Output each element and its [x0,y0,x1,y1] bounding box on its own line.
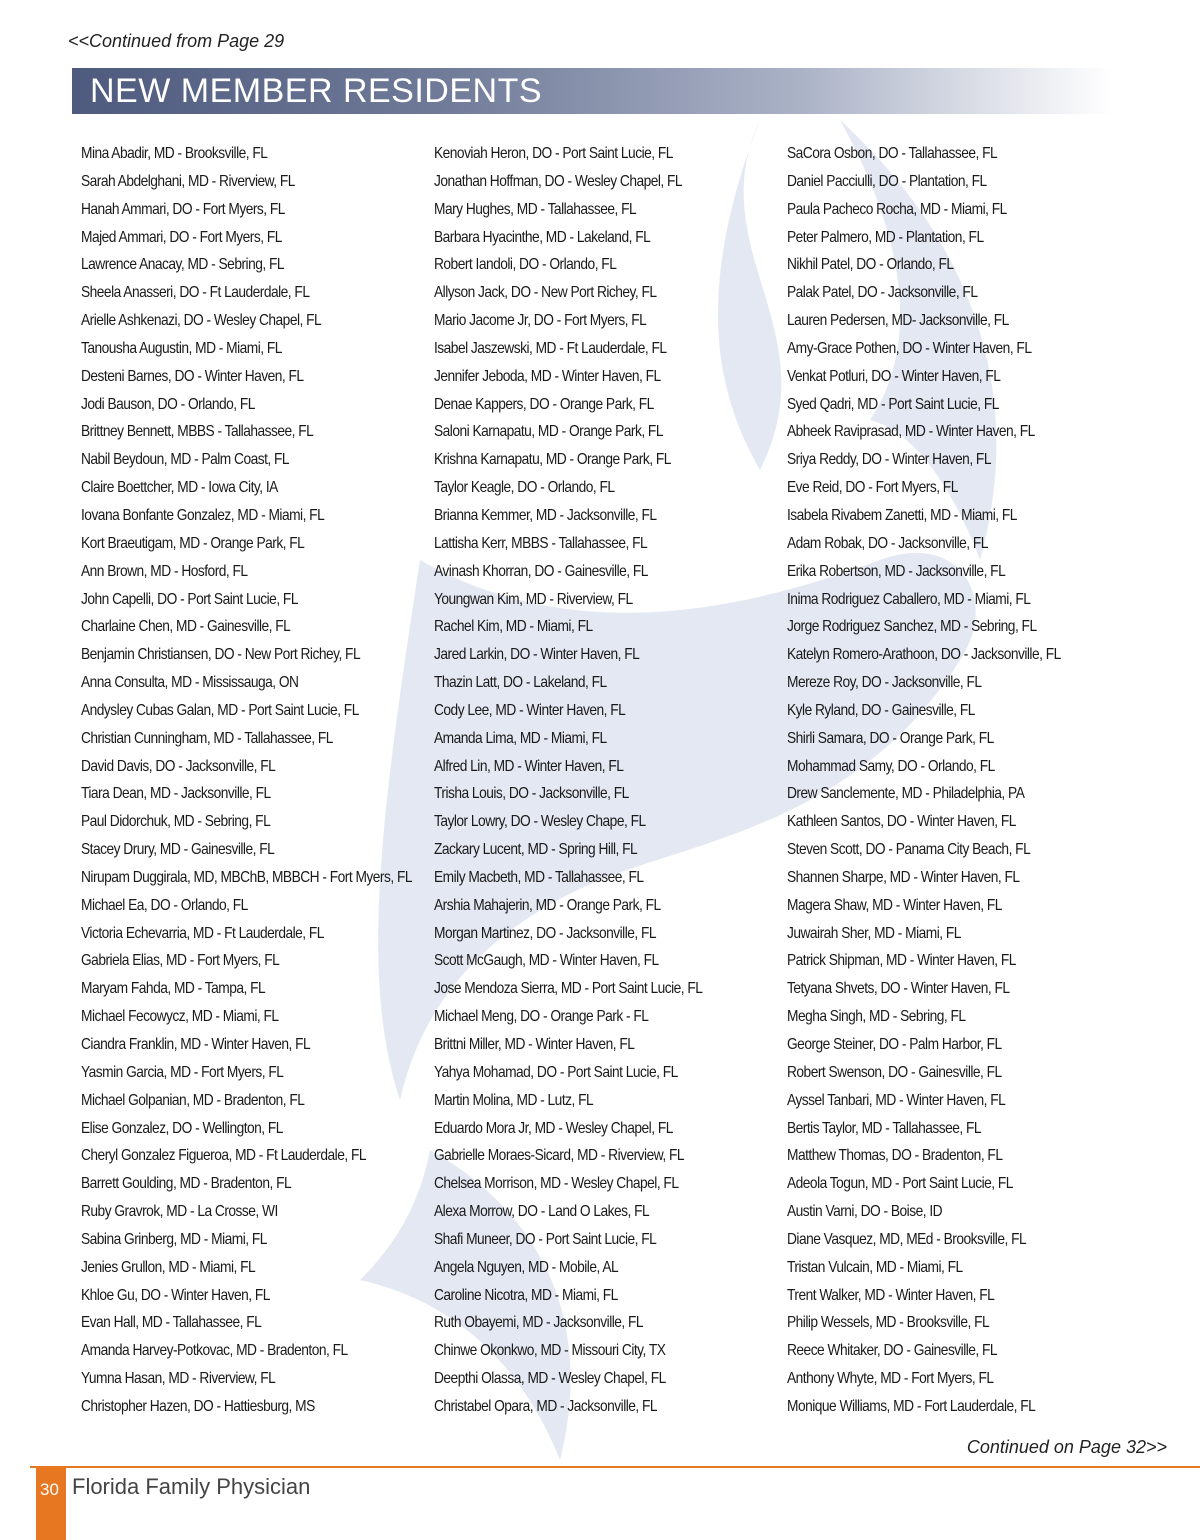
member-entry: Mereze Roy, DO - Jacksonville, FL [787,674,982,692]
member-entry: John Capelli, DO - Port Saint Lucie, FL [81,590,298,608]
continued-on-text: Continued on Page 32>> [966,1437,1167,1457]
member-entry: Nabil Beydoun, MD - Palm Coast, FL [81,451,290,469]
member-entry: Stacey Drury, MD - Gainesville, FL [81,841,275,859]
member-entry: Tiara Dean, MD - Jacksonville, FL [81,785,271,803]
member-entry: Deepthi Olassa, MD - Wesley Chapel, FL [434,1370,666,1388]
member-entry: Yahya Mohamad, DO - Port Saint Lucie, FL [434,1063,678,1081]
member-entry: Bertis Taylor, MD - Tallahassee, FL [787,1119,982,1137]
member-entry: Gabriela Elias, MD - Fort Myers, FL [81,952,280,970]
member-entry: Christopher Hazen, DO - Hattiesburg, MS [81,1397,315,1415]
member-entry: Kyle Ryland, DO - Gainesville, FL [787,701,975,719]
page-number-tab [36,1468,66,1540]
page-title: NEW MEMBER RESIDENTS [90,72,543,110]
member-entry: Hanah Ammari, DO - Fort Myers, FL [81,200,285,218]
member-entry: Robert Iandoli, DO - Orlando, FL [434,256,617,274]
member-entry: Eve Reid, DO - Fort Myers, FL [787,479,958,497]
member-entry: Evan Hall, MD - Tallahassee, FL [81,1314,262,1332]
member-entry: Michael Fecowycz, MD - Miami, FL [81,1008,279,1026]
member-entry: Erika Robertson, MD - Jacksonville, FL [787,562,1006,580]
member-entry: Paul Didorchuk, MD - Sebring, FL [81,813,271,831]
member-entry: Kenoviah Heron, DO - Port Saint Lucie, FL [434,145,673,162]
member-entry: Mario Jacome Jr, DO - Fort Myers, FL [434,312,647,330]
member-entry: Jonathan Hoffman, DO - Wesley Chapel, FL [434,172,683,190]
member-entry: Inima Rodriguez Caballero, MD - Miami, FL [787,590,1031,608]
member-entry: Kathleen Santos, DO - Winter Haven, FL [787,813,1016,831]
member-entry: Monique Williams, MD - Fort Lauderdale, FL [787,1397,1036,1415]
member-entry: Katelyn Romero-Arathoon, DO - Jacksonville, FL [787,646,1061,664]
member-entry: Martin Molina, MD - Lutz, FL [434,1091,594,1109]
member-entry: Youngwan Kim, MD - Riverview, FL [434,590,633,608]
member-entry: Brittni Miller, MD - Winter Haven, FL [434,1036,635,1053]
member-entry: George Steiner, DO - Palm Harbor, FL [787,1036,1002,1053]
member-entry: Matthew Thomas, DO - Bradenton, FL [787,1147,1003,1165]
member-entry: Thazin Latt, DO - Lakeland, FL [434,674,607,692]
member-entry: Mohammad Samy, DO - Orlando, FL [787,757,995,775]
member-entry: Barbara Hyacinthe, MD - Lakeland, FL [434,228,651,246]
member-entry: Shafi Muneer, DO - Port Saint Lucie, FL [434,1230,657,1248]
member-entry: Elise Gonzalez, DO - Wellington, FL [81,1119,283,1137]
member-entry: Scott McGaugh, MD - Winter Haven, FL [434,952,659,970]
page-number: 30 [40,1480,59,1499]
member-entry: Andysley Cubas Galan, MD - Port Saint Lucie, FL [81,701,359,719]
member-entry: Yumna Hasan, MD - Riverview, FL [81,1370,276,1388]
member-entry: Krishna Karnapatu, MD - Orange Park, FL [434,451,671,469]
member-column-left [81,140,466,1421]
member-entry: Brittney Bennett, MBBS - Tallahassee, FL [81,423,314,441]
member-entry: Zackary Lucent, MD - Spring Hill, FL [434,841,638,859]
member-entry: Isabela Rivabem Zanetti, MD - Miami, FL [787,506,1017,524]
publication-name: Florida Family Physician [72,1474,311,1499]
member-entry: Lauren Pedersen, MD- Jacksonville, FL [787,312,1009,330]
member-entry: Victoria Echevarria, MD - Ft Lauderdale, FL [81,924,324,942]
member-entry: Arielle Ashkenazi, DO - Wesley Chapel, FL [81,312,322,330]
member-entry: Daniel Pacciulli, DO - Plantation, FL [787,172,987,190]
member-entry: Tristan Vulcain, MD - Miami, FL [787,1258,963,1276]
member-entry: Palak Patel, DO - Jacksonville, FL [787,284,978,302]
member-entry: Cheryl Gonzalez Figueroa, MD - Ft Lauderdale, FL [81,1147,366,1165]
member-entry: Tetyana Shvets, DO - Winter Haven, FL [787,980,1010,998]
member-entry: Nirupam Duggirala, MD, MBChB, MBBCH - Fort Myers, FL [81,868,413,886]
member-entry: SaCora Osbon, DO - Tallahassee, FL [787,145,998,162]
member-entry: Sriya Reddy, DO - Winter Haven, FL [787,451,991,469]
member-entry: Steven Scott, DO - Panama City Beach, FL [787,841,1031,859]
member-entry: Tanousha Augustin, MD - Miami, FL [81,339,282,357]
member-entry: Robert Swenson, DO - Gainesville, FL [787,1063,1002,1081]
member-entry: Paula Pacheco Rocha, MD - Miami, FL [787,200,1007,218]
member-entry: Sarah Abdelghani, MD - Riverview, FL [81,172,295,190]
member-entry: Austin Varni, DO - Boise, ID [787,1203,943,1221]
member-entry: Yasmin Garcia, MD - Fort Myers, FL [81,1063,284,1081]
member-entry: Reece Whitaker, DO - Gainesville, FL [787,1342,998,1360]
member-entry: Lawrence Anacay, MD - Sebring, FL [81,256,284,274]
continued-from-text: <<Continued from Page 29 [68,31,285,51]
member-entry: Abheek Raviprasad, MD - Winter Haven, FL [787,423,1035,441]
member-entry: Trisha Louis, DO - Jacksonville, FL [434,785,629,803]
member-entry: Isabel Jaszewski, MD - Ft Lauderdale, FL [434,339,667,357]
member-entry: Mina Abadir, MD - Brooksville, FL [81,145,268,162]
member-entry: Kort Braeutigam, MD - Orange Park, FL [81,534,305,552]
member-entry: Brianna Kemmer, MD - Jacksonville, FL [434,506,657,524]
member-entry: Adeola Togun, MD - Port Saint Lucie, FL [787,1175,1013,1193]
member-entry: Christabel Opara, MD - Jacksonville, FL [434,1397,658,1415]
member-entry: Ann Brown, MD - Hosford, FL [81,562,248,580]
member-entry: Drew Sanclemente, MD - Philadelphia, PA [787,785,1025,803]
member-entry: Iovana Bonfante Gonzalez, MD - Miami, FL [81,506,325,524]
member-entry: Amanda Lima, MD - Miami, FL [434,729,607,747]
member-entry: Charlaine Chen, MD - Gainesville, FL [81,618,291,636]
member-entry: Benjamin Christiansen, DO - New Port Richey, FL [81,646,361,664]
member-entry: Peter Palmero, MD - Plantation, FL [787,228,984,246]
member-entry: Ruby Gravrok, MD - La Crosse, WI [81,1203,278,1221]
member-entry: Lattisha Kerr, MBBS - Tallahassee, FL [434,534,648,552]
member-entry: Diane Vasquez, MD, MEd - Brooksville, FL [787,1230,1027,1248]
member-entry: Taylor Keagle, DO - Orlando, FL [434,479,615,497]
section-title-bar [72,68,1112,114]
member-entry: Shannen Sharpe, MD - Winter Haven, FL [787,868,1020,886]
member-entry: Magera Shaw, MD - Winter Haven, FL [787,896,1002,914]
member-entry: Trent Walker, MD - Winter Haven, FL [787,1286,995,1304]
member-entry: Anna Consulta, MD - Mississauga, ON [81,674,299,692]
member-entry: Venkat Potluri, DO - Winter Haven, FL [787,367,1001,385]
member-entry: Morgan Martinez, DO - Jacksonville, FL [434,924,657,942]
member-entry: Jodi Bauson, DO - Orlando, FL [81,395,255,413]
member-entry: David Davis, DO - Jacksonville, FL [81,757,276,775]
member-entry: Syed Qadri, MD - Port Saint Lucie, FL [787,395,999,413]
member-entry: Philip Wessels, MD - Brooksville, FL [787,1314,990,1332]
member-entry: Shirli Samara, DO - Orange Park, FL [787,729,994,747]
member-entry: Adam Robak, DO - Jacksonville, FL [787,534,988,552]
member-entry: Arshia Mahajerin, MD - Orange Park, FL [434,896,661,914]
member-entry: Allyson Jack, DO - New Port Richey, FL [434,284,657,302]
member-entry: Jose Mendoza Sierra, MD - Port Saint Lucie, FL [434,980,703,998]
member-entry: Caroline Nicotra, MD - Miami, FL [434,1286,618,1304]
member-entry: Amy-Grace Pothen, DO - Winter Haven, FL [787,339,1032,357]
member-entry: Jenies Grullon, MD - Miami, FL [81,1258,256,1276]
member-entry: Patrick Shipman, MD - Winter Haven, FL [787,952,1016,970]
member-entry: Mary Hughes, MD - Tallahassee, FL [434,200,637,218]
member-entry: Michael Ea, DO - Orlando, FL [81,896,248,914]
member-entry: Majed Ammari, DO - Fort Myers, FL [81,228,282,246]
member-entry: Christian Cunningham, MD - Tallahassee, FL [81,729,333,747]
member-entry: Amanda Harvey-Potkovac, MD - Bradenton, FL [81,1342,348,1360]
member-entry: Jennifer Jeboda, MD - Winter Haven, FL [434,367,661,385]
member-entry: Alfred Lin, MD - Winter Haven, FL [434,757,624,775]
member-entry: Claire Boettcher, MD - Iowa City, IA [81,479,278,497]
member-entry: Barrett Goulding, MD - Bradenton, FL [81,1175,292,1193]
member-entry: Alexa Morrow, DO - Land O Lakes, FL [434,1203,650,1221]
member-entry: Ayssel Tanbari, MD - Winter Haven, FL [787,1091,1006,1109]
member-entry: Megha Singh, MD - Sebring, FL [787,1008,966,1026]
member-entry: Ciandra Franklin, MD - Winter Haven, FL [81,1036,311,1053]
member-entry: Michael Golpanian, MD - Bradenton, FL [81,1091,305,1109]
member-entry: Taylor Lowry, DO - Wesley Chape, FL [434,813,646,831]
member-entry: Desteni Barnes, DO - Winter Haven, FL [81,367,304,385]
footer-divider [30,1466,1200,1468]
member-entry: Sheela Anasseri, DO - Ft Lauderdale, FL [81,284,310,302]
member-entry: Eduardo Mora Jr, MD - Wesley Chapel, FL [434,1119,673,1137]
member-entry: Denae Kappers, DO - Orange Park, FL [434,395,654,413]
member-entry: Cody Lee, MD - Winter Haven, FL [434,701,626,719]
member-entry: Juwairah Sher, MD - Miami, FL [787,924,961,942]
member-entry: Chinwe Okonkwo, MD - Missouri City, TX [434,1342,666,1360]
member-entry: Nikhil Patel, DO - Orlando, FL [787,256,954,274]
member-column-right [787,140,1105,1421]
member-entry: Angela Nguyen, MD - Mobile, AL [434,1258,619,1276]
member-entry: Khloe Gu, DO - Winter Haven, FL [81,1286,270,1304]
member-entry: Maryam Fahda, MD - Tampa, FL [81,980,266,998]
member-entry: Saloni Karnapatu, MD - Orange Park, FL [434,423,663,441]
member-column-middle [434,140,746,1421]
member-entry: Emily Macbeth, MD - Tallahassee, FL [434,868,644,886]
member-entry: Ruth Obayemi, MD - Jacksonville, FL [434,1314,644,1332]
member-entry: Sabina Grinberg, MD - Miami, FL [81,1230,267,1248]
member-entry: Gabrielle Moraes-Sicard, MD - Riverview, FL [434,1147,685,1165]
member-entry: Anthony Whyte, MD - Fort Myers, FL [787,1370,994,1388]
member-entry: Jared Larkin, DO - Winter Haven, FL [434,646,640,664]
member-entry: Avinash Khorran, DO - Gainesville, FL [434,562,648,580]
member-entry: Chelsea Morrison, MD - Wesley Chapel, FL [434,1175,679,1193]
member-entry: Rachel Kim, MD - Miami, FL [434,618,593,636]
member-entry: Jorge Rodriguez Sanchez, MD - Sebring, FL [787,618,1037,636]
member-entry: Michael Meng, DO - Orange Park - FL [434,1008,649,1026]
